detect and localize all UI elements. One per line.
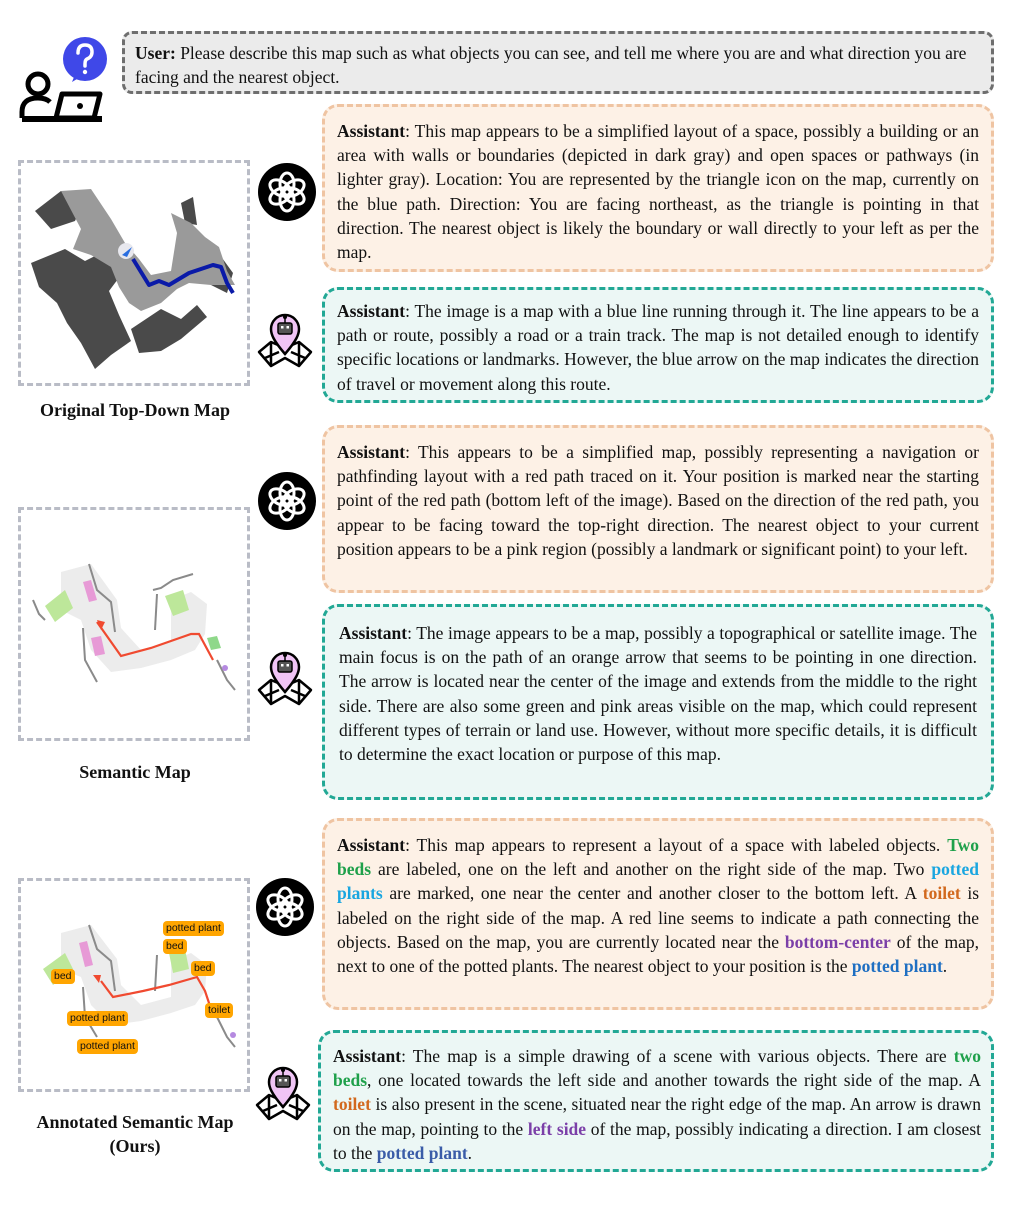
annotated-semantic-map-image bbox=[21, 881, 247, 1089]
openai-logo-icon bbox=[258, 472, 316, 530]
assistant-role-label: Assistant bbox=[333, 1046, 402, 1066]
semantic-map-frame bbox=[18, 507, 250, 741]
map-tag-potted-plant: potted plant bbox=[67, 1011, 128, 1026]
openai-logo-icon bbox=[256, 878, 314, 936]
highlight-potted-plant: potted plant bbox=[376, 1142, 468, 1163]
robot-map-pin-icon bbox=[253, 1065, 313, 1123]
response-text: are labeled, one on the left and another on the right side of the map. Two bbox=[371, 859, 932, 880]
assistant-role-label: Assistant bbox=[339, 623, 408, 643]
llava-response-1 bbox=[322, 287, 994, 403]
user-role-label: User: bbox=[135, 43, 176, 63]
map-tag-bed: bed bbox=[191, 961, 215, 976]
original-top-down-map-image bbox=[21, 163, 247, 383]
semantic-map-image bbox=[21, 510, 247, 738]
llava-response-3 bbox=[318, 1030, 994, 1172]
highlight-bottom-center: bottom-center bbox=[784, 931, 891, 952]
highlight-two-beds: Two beds bbox=[337, 835, 979, 880]
response-text: : This appears to be a simplified map, possibly representing a navigation or pathfinding layout with a red path traced on it. Your position is marked near the starting point of the red path (bottom left of the image). Based on the direction of the red path, you appear to be facing toward the top-right direction. The nearest object to your current position appears to be a pink region (possibly a landmark or significant point) to your left. bbox=[337, 442, 979, 559]
highlight-potted-plant: potted plant bbox=[851, 956, 943, 977]
highlight-left-side: left side bbox=[527, 1118, 587, 1139]
map-tag-bed: bed bbox=[163, 939, 187, 954]
response-text: is also present in the scene, situated near the right edge of the map. An arrow is drawn on the map, pointing to the bbox=[333, 1094, 981, 1139]
annotated-map-caption bbox=[10, 1110, 260, 1158]
robot-map-pin-icon bbox=[255, 312, 315, 370]
annotated-map-caption-line1: Annotated Semantic Map bbox=[36, 1112, 234, 1132]
map-tag-potted-plant: potted plant bbox=[77, 1039, 138, 1054]
original-map-caption: Original Top-Down Map bbox=[39, 400, 231, 420]
assistant-role-label: Assistant bbox=[337, 442, 406, 462]
user-prompt-text: Please describe this map such as what objects you can see, and tell me where you are and what direction you are facing and the nearest object. bbox=[135, 43, 967, 87]
user-question-icon bbox=[18, 34, 113, 126]
map-tag-toilet: toilet bbox=[205, 1003, 233, 1018]
assistant-role-label: Assistant bbox=[337, 121, 406, 141]
annotated-semantic-map-frame bbox=[18, 878, 250, 1092]
map-tag-bed: bed bbox=[51, 969, 75, 984]
original-top-down-map-frame bbox=[18, 160, 250, 386]
openai-logo-icon bbox=[258, 163, 316, 221]
response-text: . bbox=[942, 956, 948, 977]
response-text: : The map is a simple drawing of a scene with various objects. There are bbox=[401, 1046, 954, 1066]
map-tag-potted-plant: potted plant bbox=[163, 921, 224, 936]
assistant-role-label: Assistant bbox=[337, 301, 406, 321]
response-text: of the map, next to one of the potted plants. The nearest object to your position is the bbox=[337, 931, 979, 977]
response-text: : The image is a map with a blue line running through it. The line appears to be a path or route, possibly a road or a train track. The map is not detailed enough to identify specific locations or landmarks. However, the blue arrow on the map indicates the direction of travel or movement along this route. bbox=[337, 301, 979, 394]
response-text: of the map, possibly indicating a direction. I am closest to the bbox=[333, 1118, 981, 1163]
annotated-map-caption-line2: (Ours) bbox=[109, 1136, 161, 1156]
highlight-toilet: toilet bbox=[922, 883, 961, 904]
llava-response-2 bbox=[322, 604, 994, 800]
robot-map-pin-icon bbox=[255, 650, 315, 708]
gpt-response-3 bbox=[322, 818, 994, 1010]
highlight-toilet: toilet bbox=[333, 1094, 371, 1115]
response-text: , one located towards the left side and another towards the right side of the map. A bbox=[367, 1070, 981, 1091]
user-prompt-bubble bbox=[122, 31, 994, 94]
highlight-two-beds: two beds bbox=[333, 1046, 981, 1091]
response-text: is labeled on the right side of the map. A red line seems to indicate a path connecting the objects. Based on the map, you are currently located near the bbox=[337, 883, 979, 952]
semantic-map-caption: Semantic Map bbox=[79, 762, 191, 782]
response-text: : The image appears to be a map, possibly a topographical or satellite image. The main focus is on the path of an orange arrow that seems to be pointing in one direction. The arrow is located near the center of the image and extends from the middle to the right side. There are also some green and pink areas visible on the map, which could represent different types of terrain or land use. However, without more specific details, it is difficult to determine the exact location or purpose of this map. bbox=[339, 623, 977, 765]
response-text: : This map appears to represent a layout of a space with labeled objects. bbox=[405, 835, 948, 855]
response-text: are marked, one near the center and another closer to the bottom left. A bbox=[382, 883, 923, 904]
highlight-potted-plants: potted plants bbox=[337, 859, 979, 904]
gpt-response-1 bbox=[322, 104, 994, 272]
assistant-role-label: Assistant bbox=[337, 835, 406, 855]
response-text: : This map appears to be a simplified layout of a space, possibly a building or an area with walls or boundaries (depicted in dark gray) and open spaces or pathways (in lighter gray). Location: You are represented by the triangle icon on the map, currently on the blue path. Direction: You are facing northeast, as the triangle is pointing in that direction. The nearest object is likely the boundary or wall directly to your left as per the map. bbox=[337, 121, 979, 263]
gpt-response-2 bbox=[322, 425, 994, 593]
response-text: . bbox=[467, 1142, 473, 1163]
